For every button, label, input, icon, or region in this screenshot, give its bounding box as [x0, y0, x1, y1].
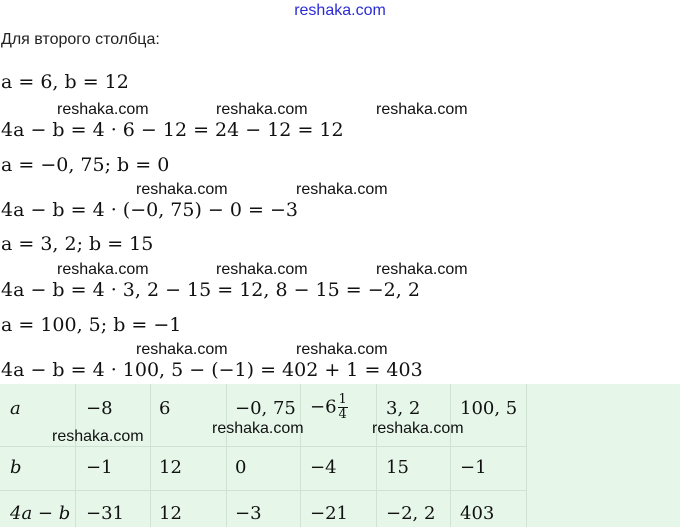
watermark: reshaka.com — [136, 341, 228, 358]
watermark: reshaka.com — [296, 341, 388, 358]
watermark: reshaka.com — [372, 420, 464, 437]
math-line-5: a = 3, 2; b = 15 — [1, 233, 154, 255]
table-row-label: a — [10, 398, 21, 419]
table-cell: −21 — [310, 503, 348, 524]
table-cell: 3, 2 — [386, 398, 421, 419]
math-line-1: a = 6, b = 12 — [1, 71, 129, 93]
watermark: reshaka.com — [52, 428, 144, 445]
table-col-divider — [75, 384, 76, 527]
fraction-numerator: 1 — [338, 392, 347, 407]
section-heading: Для второго столбца: — [1, 31, 160, 48]
fraction-denominator: 4 — [338, 407, 347, 422]
watermark: reshaka.com — [212, 420, 304, 437]
math-line-8: 4a − b = 4 · 100, 5 − (−1) = 402 + 1 = 403 — [1, 359, 423, 381]
table-cell: 100, 5 — [460, 398, 518, 419]
math-line-7: a = 100, 5; b = −1 — [1, 314, 182, 336]
table-row-divider — [0, 446, 527, 447]
math-line-3: a = −0, 75; b = 0 — [1, 154, 170, 176]
watermark: reshaka.com — [296, 181, 388, 198]
watermark: reshaka.com — [136, 181, 228, 198]
fraction — [338, 393, 348, 422]
watermark: reshaka.com — [57, 261, 149, 278]
table-row-divider — [0, 490, 527, 491]
table-cell: −4 — [310, 457, 337, 478]
table-cell: −3 — [235, 503, 262, 524]
table-cell-mixed-fraction — [310, 393, 348, 422]
table-col-divider — [300, 384, 301, 527]
table-col-divider — [376, 384, 377, 527]
watermark: reshaka.com — [216, 101, 308, 118]
table-cell: 403 — [460, 503, 495, 524]
table-row-label: b — [10, 457, 22, 478]
table-col-divider — [226, 384, 227, 527]
site-header-link[interactable]: reshaka.com — [294, 2, 386, 19]
fraction-whole: −6 — [310, 396, 337, 418]
table-cell: −1 — [86, 457, 113, 478]
table-row-label: 4a − b — [10, 503, 71, 524]
table-cell: −0, 75 — [235, 398, 296, 419]
watermark: reshaka.com — [216, 261, 308, 278]
table-cell: −2, 2 — [386, 503, 436, 524]
table-cell: −1 — [460, 457, 487, 478]
table-col-divider — [450, 384, 451, 527]
watermark: reshaka.com — [376, 261, 468, 278]
table-cell: −31 — [86, 503, 124, 524]
table-cell: 15 — [386, 457, 409, 478]
table-cell: 12 — [159, 503, 182, 524]
table-col-divider — [526, 384, 527, 527]
table-cell: −8 — [86, 398, 113, 419]
watermark: reshaka.com — [376, 101, 468, 118]
math-line-2: 4a − b = 4 · 6 − 12 = 24 − 12 = 12 — [1, 119, 344, 141]
math-line-4: 4a − b = 4 · (−0, 75) − 0 = −3 — [1, 199, 298, 221]
watermark: reshaka.com — [57, 101, 149, 118]
math-line-6: 4a − b = 4 · 3, 2 − 15 = 12, 8 − 15 = −2, 2 — [1, 279, 420, 301]
table-cell: 12 — [159, 457, 182, 478]
table-cell: 0 — [235, 457, 247, 478]
table-cell: 6 — [159, 398, 171, 419]
table-col-divider — [150, 384, 151, 527]
